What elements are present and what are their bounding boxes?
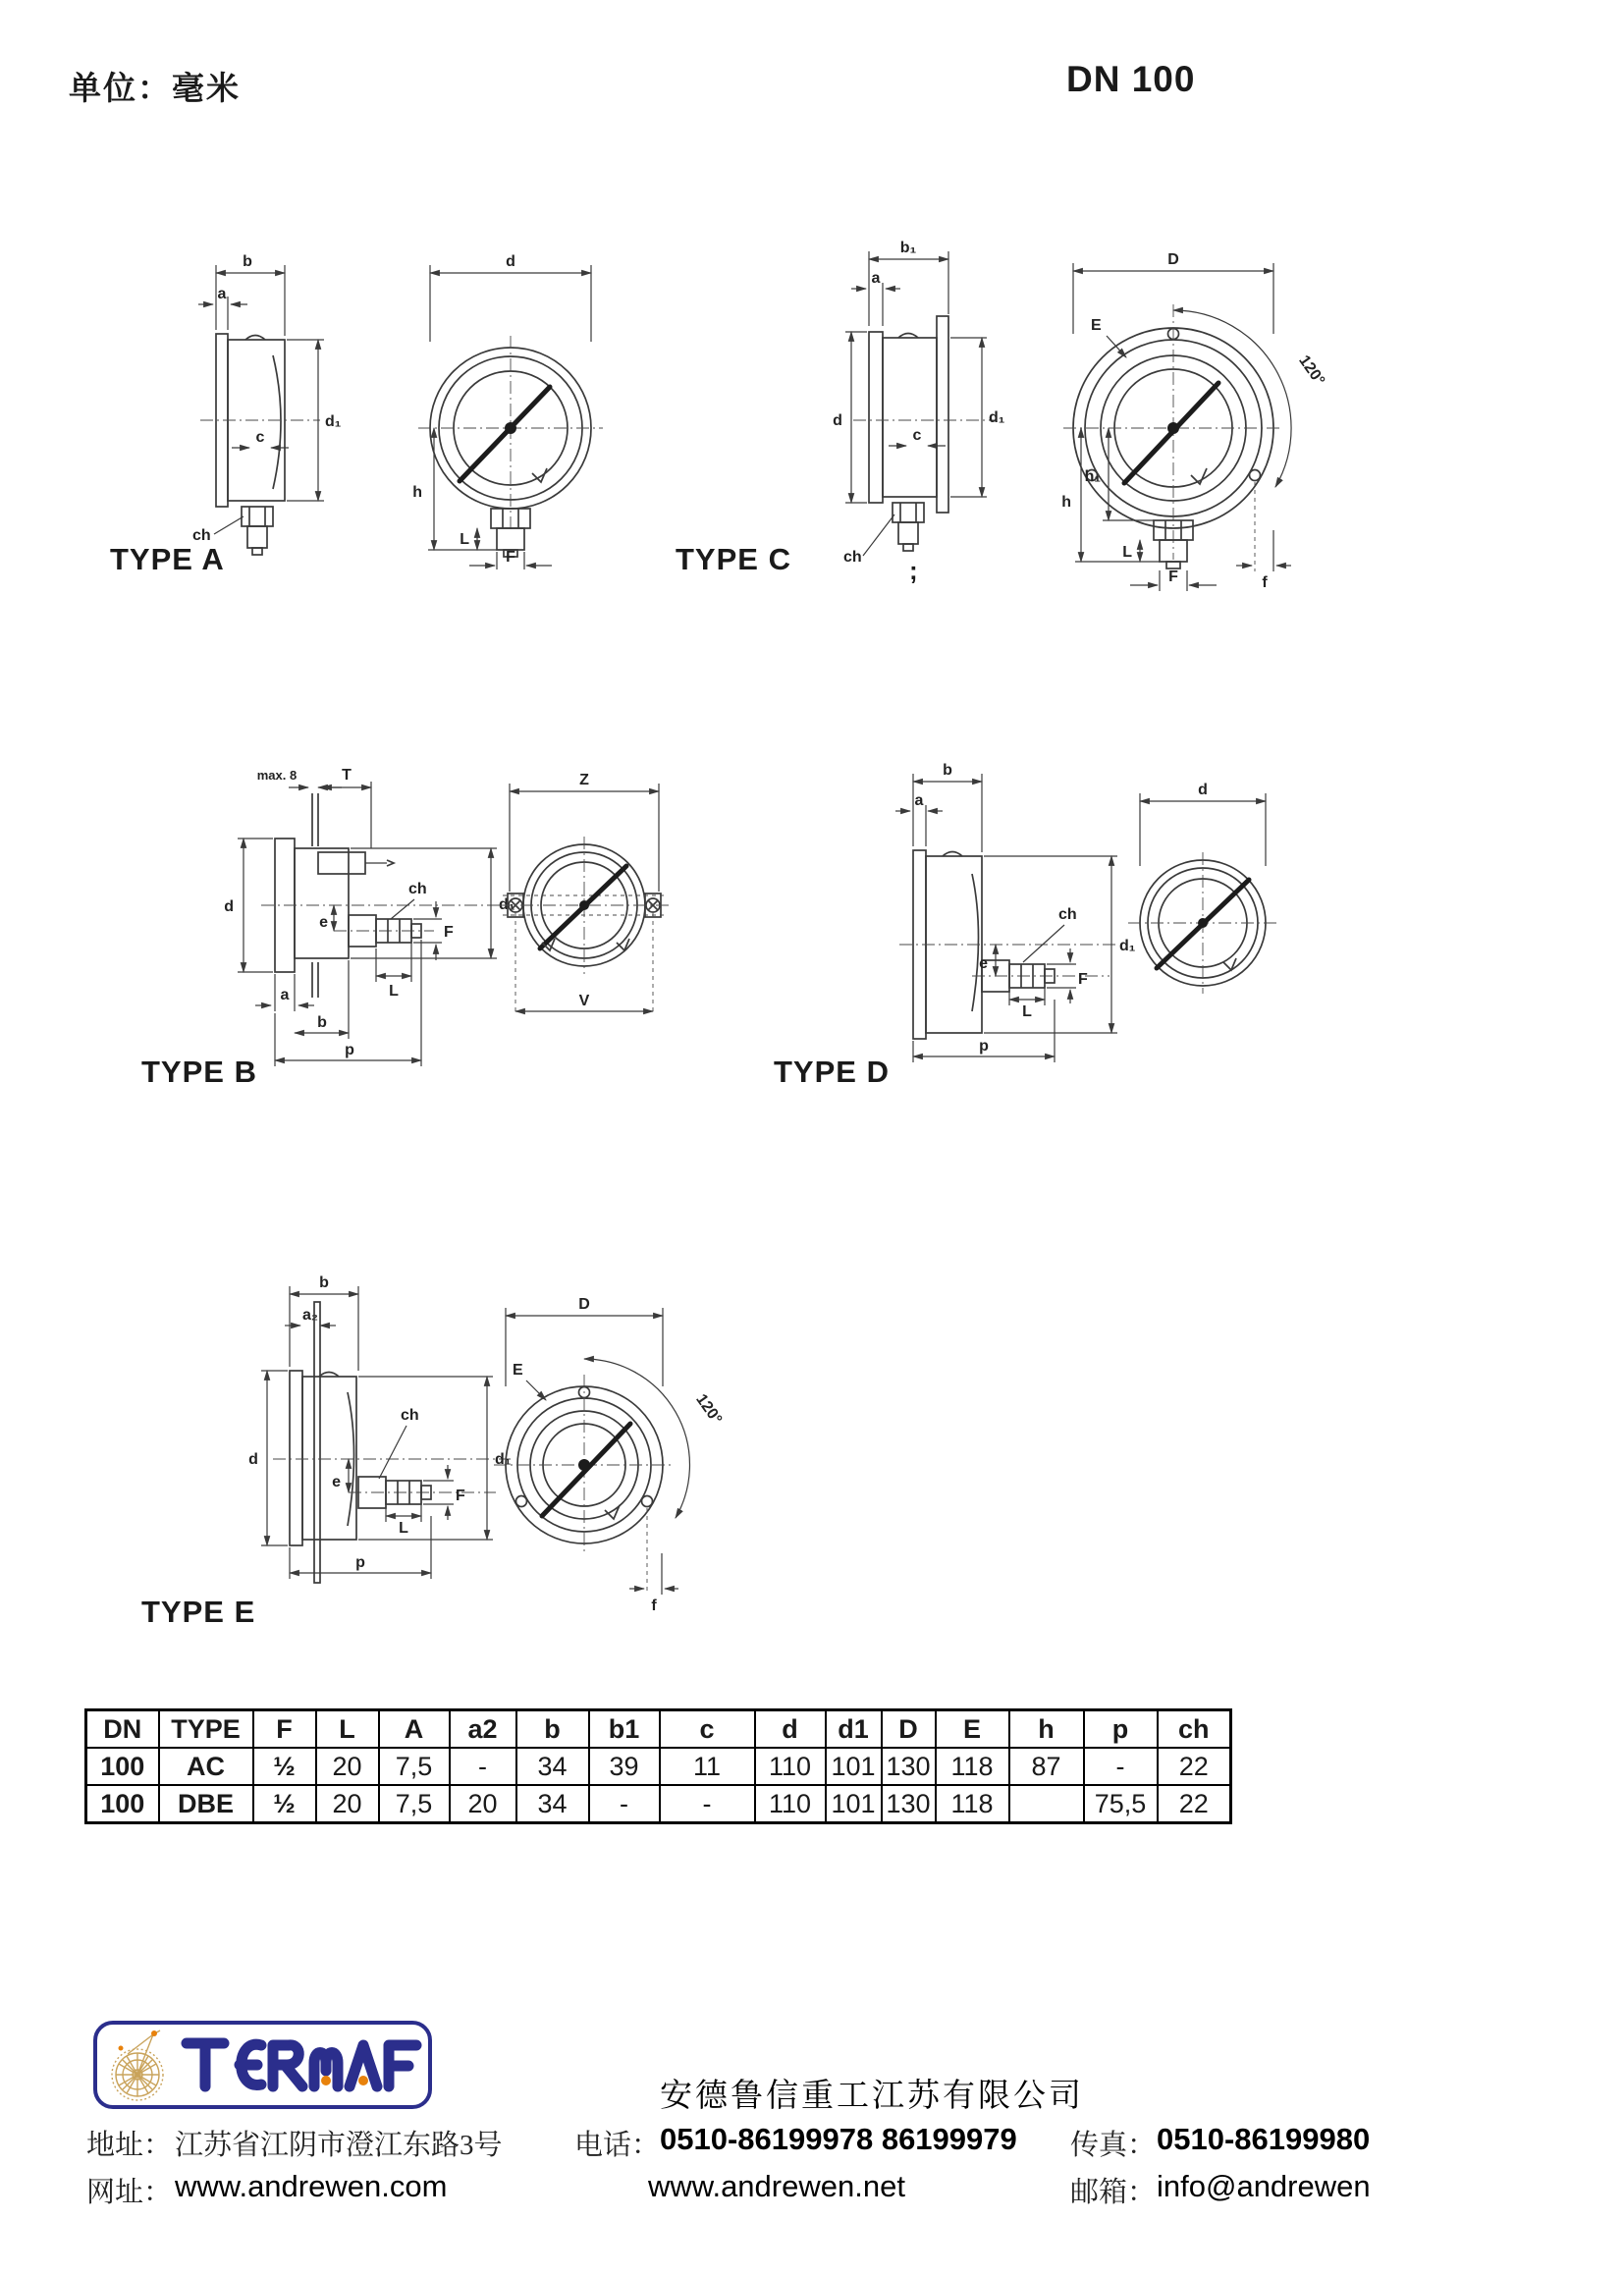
dim-label-f: f	[651, 1597, 657, 1614]
dim-label-e: e	[332, 1474, 341, 1490]
dim-label-E: E	[1091, 317, 1102, 334]
website-primary: www.andrewen.com	[175, 2169, 448, 2203]
dim-label-p: p	[345, 1042, 354, 1058]
dim-label-angle: 120°	[692, 1390, 726, 1428]
dim-label-L: L	[1022, 1003, 1032, 1020]
termaf-logo-graphic	[98, 2026, 426, 2104]
type-d-drawing	[874, 758, 1301, 1070]
type-d-title: TYPE D	[774, 1055, 890, 1089]
cell-p: -	[1084, 1748, 1158, 1785]
col-header-f: F	[253, 1710, 316, 1749]
dim-label-a: a	[871, 270, 881, 287]
company-name: 安德鲁信重工江苏有限公司	[660, 2079, 1084, 2114]
fax-value: 0510-86199980	[1157, 2122, 1371, 2156]
cell-a2: 20	[450, 1785, 516, 1823]
dim-label-F: F	[456, 1488, 465, 1504]
cell-f: ½	[253, 1748, 316, 1785]
dim-label-d1: d₁	[989, 409, 1005, 426]
cell-dn: 100	[86, 1748, 159, 1785]
dim-label-ch: ch	[192, 527, 211, 544]
cell-b1: -	[589, 1785, 660, 1823]
cell-type: DBE	[159, 1785, 253, 1823]
col-header-h: h	[1009, 1710, 1084, 1749]
dimensions-table	[84, 1708, 1232, 1824]
col-header-d: d	[755, 1710, 826, 1749]
dim-label-a: a	[217, 286, 227, 302]
col-header-c: c	[660, 1710, 755, 1749]
dim-label-F: F	[1168, 568, 1178, 585]
cell-b: 34	[516, 1785, 589, 1823]
type-a-drawing	[187, 245, 648, 566]
dim-label-p: p	[979, 1038, 989, 1055]
cell-e: 118	[936, 1785, 1009, 1823]
cell-d1: 101	[826, 1748, 882, 1785]
type-b-title: TYPE B	[141, 1055, 257, 1089]
col-header-b: b	[516, 1710, 589, 1749]
dim-label-c: c	[912, 427, 922, 444]
cell-e: 118	[936, 1748, 1009, 1785]
dim-label-f: f	[1262, 574, 1268, 591]
address-label: 地址：	[86, 2130, 173, 2161]
gauge-movement-icon	[112, 2030, 163, 2100]
type-c-title: TYPE C	[676, 542, 791, 576]
col-header-b1: b1	[589, 1710, 660, 1749]
cell-c: -	[660, 1785, 755, 1823]
cell-l: 20	[316, 1748, 379, 1785]
cell-a: 7,5	[379, 1748, 450, 1785]
dim-label-L: L	[460, 531, 469, 548]
dn-size-label: DN 100	[1066, 59, 1196, 99]
dim-label-d1: d₁	[495, 1451, 512, 1468]
table-row	[86, 1748, 1231, 1785]
logo-orange-dot	[358, 2076, 368, 2085]
col-header-dn: DN	[86, 1710, 159, 1749]
dim-label-b: b	[317, 1014, 327, 1031]
col-header-e: E	[936, 1710, 1009, 1749]
website-secondary: www.andrewen.net	[648, 2169, 905, 2203]
dim-label-ch: ch	[408, 881, 427, 897]
address-value: 江苏省江阴市澄江东路3号	[175, 2130, 503, 2161]
dim-label-ch: ch	[1058, 906, 1077, 923]
dim-label-D: D	[578, 1296, 590, 1313]
dim-label-L: L	[389, 983, 399, 1000]
unit-note: 单位：毫米	[69, 72, 241, 107]
termaf-logo	[93, 2021, 432, 2109]
dim-label-h: h	[412, 484, 422, 501]
dim-label-a2: a₂	[301, 1307, 319, 1324]
dim-label-T: T	[342, 767, 352, 784]
dim-label-h: h	[1061, 494, 1071, 511]
dim-label-h1: h₁	[1084, 468, 1101, 485]
cell-d1: 101	[826, 1785, 882, 1823]
dim-label-b: b	[243, 253, 252, 270]
dim-label-b: b	[319, 1274, 329, 1291]
dim-label-L: L	[399, 1520, 408, 1537]
dim-label-F: F	[444, 924, 454, 941]
dim-label-max8: max. 8	[256, 768, 298, 783]
cell-f: ½	[253, 1785, 316, 1823]
dim-label-L: L	[1122, 544, 1132, 561]
dim-label-Z: Z	[579, 772, 589, 788]
email-label: 邮箱：	[1070, 2177, 1157, 2208]
cell-c: 11	[660, 1748, 755, 1785]
website-label: 网址：	[86, 2177, 173, 2208]
dim-label-ch: ch	[401, 1407, 419, 1424]
cell-h: 87	[1009, 1748, 1084, 1785]
col-header-d1: d1	[826, 1710, 882, 1749]
dim-label-d: d	[833, 412, 842, 429]
cell-p: 75,5	[1084, 1785, 1158, 1823]
cell-h	[1009, 1785, 1084, 1823]
table-row	[86, 1785, 1231, 1823]
logo-orange-dot	[321, 2076, 331, 2085]
col-header-type: TYPE	[159, 1710, 253, 1749]
type-a-title: TYPE A	[110, 542, 225, 576]
cell-b: 34	[516, 1748, 589, 1785]
logo-orange-dot	[151, 2030, 157, 2036]
cell-ch: 22	[1158, 1748, 1231, 1785]
dim-label-c: c	[255, 429, 265, 446]
email-value: info@andrewen	[1157, 2169, 1371, 2203]
cell-a: 7,5	[379, 1785, 450, 1823]
logo-orange-dot	[119, 2046, 124, 2051]
col-header-a2: a2	[450, 1710, 516, 1749]
fax-label: 传真：	[1070, 2130, 1157, 2161]
dim-label-e: e	[979, 955, 988, 972]
dim-label-E: E	[513, 1362, 523, 1379]
dim-label-d: d	[1198, 782, 1208, 798]
cell-d: 110	[755, 1785, 826, 1823]
type-e-drawing	[245, 1269, 726, 1634]
cell-dcap: 130	[882, 1748, 936, 1785]
dim-label-d1: d₁	[1119, 938, 1136, 954]
col-header-a: A	[379, 1710, 450, 1749]
dim-label-ch: ch	[843, 549, 862, 566]
col-header-p: p	[1084, 1710, 1158, 1749]
phone-value: 0510-86199978 86199979	[660, 2122, 1017, 2156]
type-b-drawing	[206, 754, 677, 1098]
dim-label-p: p	[355, 1554, 365, 1571]
dim-label-b1: b₁	[899, 240, 917, 256]
col-header-ch: ch	[1158, 1710, 1231, 1749]
termaf-wordmark	[187, 2043, 416, 2086]
dim-label-d1: d₁	[499, 896, 515, 913]
dim-label-d: d	[506, 253, 515, 270]
dim-label-e: e	[319, 914, 328, 931]
cell-ch: 22	[1158, 1785, 1231, 1823]
cell-dcap: 130	[882, 1785, 936, 1823]
dim-label-a: a	[280, 987, 290, 1003]
cell-type: AC	[159, 1748, 253, 1785]
cell-a2: -	[450, 1748, 516, 1785]
stray-mark: ;	[909, 556, 918, 585]
table-header-row	[86, 1710, 1231, 1749]
col-header-l: L	[316, 1710, 379, 1749]
type-e-title: TYPE E	[141, 1595, 256, 1629]
dim-label-angle: 120°	[1295, 352, 1328, 389]
dim-label-d1: d₁	[325, 413, 342, 430]
dim-label-D: D	[1167, 251, 1179, 268]
cell-d: 110	[755, 1748, 826, 1785]
phone-label: 电话：	[574, 2130, 661, 2161]
dim-label-d: d	[224, 898, 234, 915]
dim-label-a: a	[914, 792, 924, 809]
col-header-dcap: D	[882, 1710, 936, 1749]
dim-label-F: F	[1078, 971, 1088, 988]
cell-b1: 39	[589, 1748, 660, 1785]
cell-dn: 100	[86, 1785, 159, 1823]
dim-label-V: V	[578, 993, 590, 1009]
cell-l: 20	[316, 1785, 379, 1823]
dim-label-F: F	[506, 549, 515, 566]
dim-label-b: b	[943, 762, 952, 779]
dim-label-d: d	[248, 1451, 258, 1468]
